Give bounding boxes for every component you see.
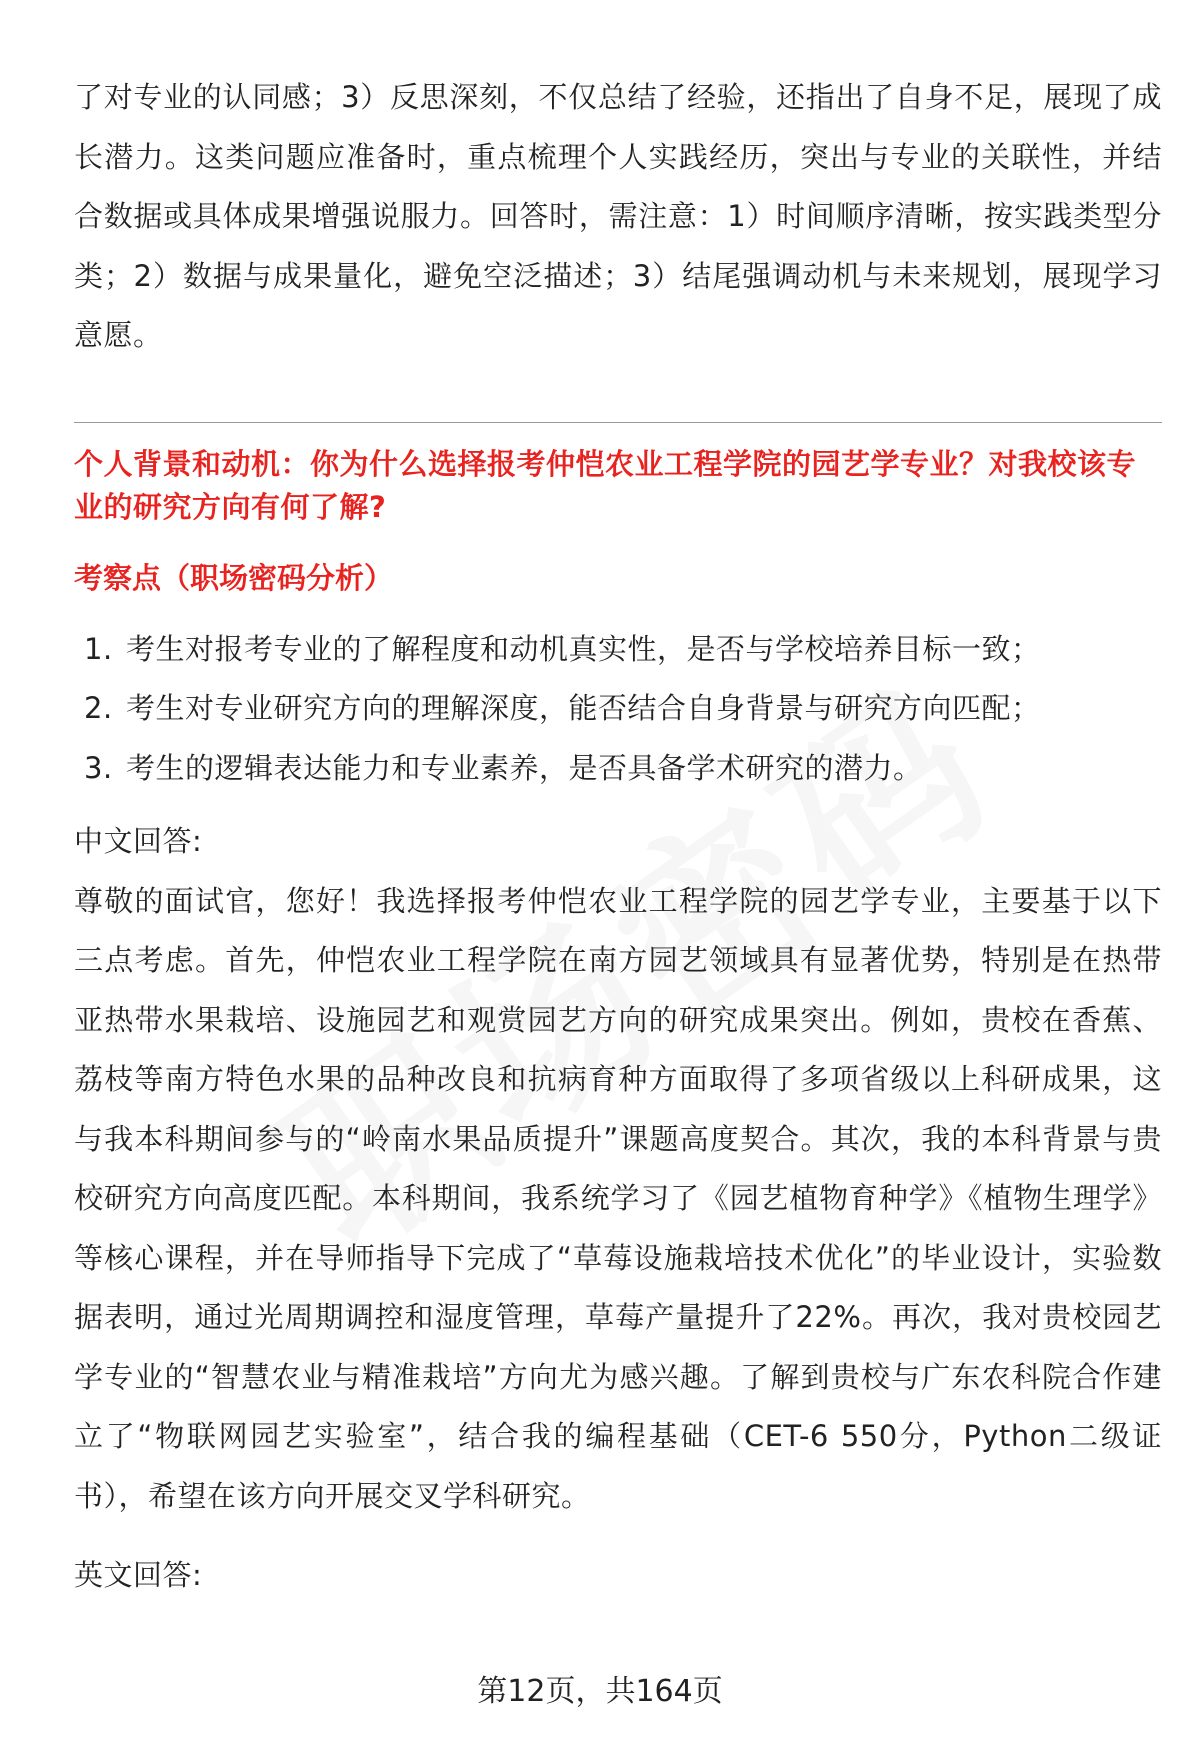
page-footer: 第12页，共164页 [477, 1674, 723, 1709]
list-item-number: 3. [84, 750, 113, 785]
list-item-number: 1. [84, 631, 113, 666]
intro-paragraph: 了对专业的认同感；3）反思深刻，不仅总结了经验，还指出了自身不足，展现了成长潜力。这类问题应准备时，重点梳理个人实践经历，突出与专业的关联性，并结合数据或具体成果增强说服力。回答时，需注意：1）时间顺序清晰，按实践类型分类；2）数据与成果量化，避免空泛描述；3）结尾强调动机与未来规划，展现学习意愿。 [74, 80, 1162, 352]
analysis-list [74, 620, 1162, 799]
english-answer-label: 英文回答: [74, 1558, 203, 1592]
list-item-text: 考生的逻辑表达能力和专业素养，是否具备学术研究的潜力。 [126, 750, 923, 785]
analysis-heading: 考察点（职场密码分析） [74, 560, 394, 595]
chinese-answer-label: 中文回答: [74, 824, 203, 858]
question-heading: 个人背景和动机：你为什么选择报考仲恺农业工程学院的园艺学专业？对我校该专业的研究方向有何了解? [74, 446, 1137, 524]
chinese-answer: 尊敬的面试官，您好！我选择报考仲恺农业工程学院的园艺学专业，主要基于以下三点考虑。首先，仲恺农业工程学院在南方园艺领域具有显著优势，特别是在热带亚热带水果栽培、设施园艺和观赏园艺方向的研究成果突出。例如，贵校在香蕉、荔枝等南方特色水果的品种改良和抗病育种方面取得了多项省级以上科研成果，这与我本科期间参与的“岭南水果品质提升”课题高度契合。其次，我的本科背景与贵校研究方向高度匹配。本科期间，我系统学习了《园艺植物育种学》《植物生理学》等核心课程，并在导师指导下完成了“草莓设施栽培技术优化”的毕业设计，实验数据表明，通过光周期调控和湿度管理，草莓产量提升了22%。再次，我对贵校园艺学专业的“智慧农业与精准栽培”方向尤为感兴趣。了解到贵校与广东农科院合作建立了“物联网园艺实验室”，结合我的编程基础（CET-6 550分，Python二级证书），希望在该方向开展交叉学科研究。 [74, 883, 1162, 1513]
list-item [74, 679, 1162, 739]
list-item-number: 2. [84, 691, 113, 725]
list-item-text: 考生对专业研究方向的理解深度，能否结合自身背景与研究方向匹配； [126, 691, 1041, 725]
list-item [74, 620, 1162, 680]
list-item-text: 考生对报考专业的了解程度和动机真实性，是否与学校培养目标一致； [126, 631, 1041, 666]
list-item [74, 739, 1162, 799]
document-page [74, 68, 1162, 1606]
section-divider [74, 422, 1162, 423]
